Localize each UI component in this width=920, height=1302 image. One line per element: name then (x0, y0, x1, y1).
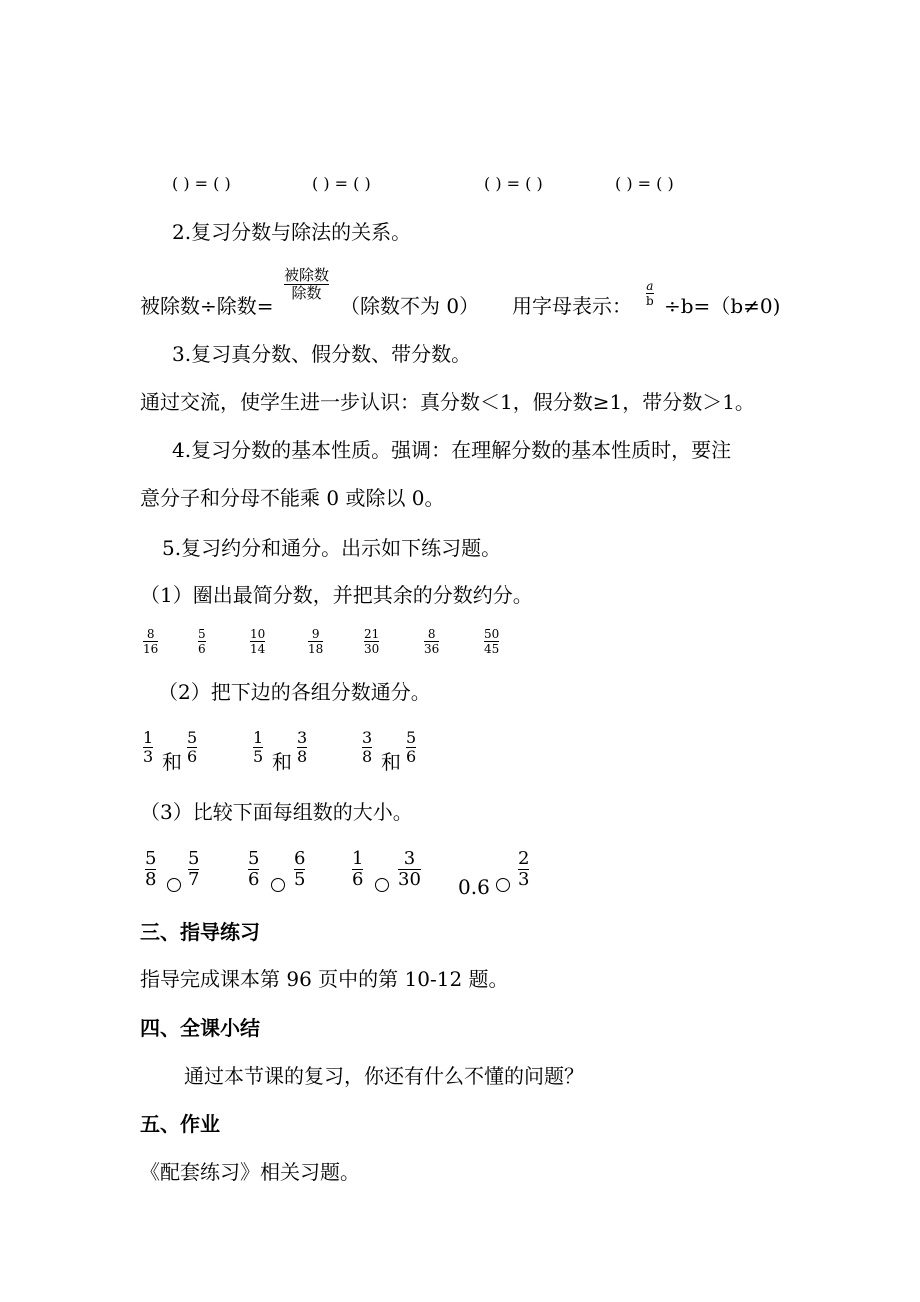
denominator: 6 (248, 869, 260, 890)
blank-equation-2: ( ) = ( ) (312, 174, 371, 193)
item-2-heading: 2.复习分数与除法的关系。 (172, 220, 412, 244)
formula-letter-label: 用字母表示： (512, 294, 632, 318)
exercise-1-fraction (484, 628, 499, 655)
letter-a: a (646, 279, 654, 293)
section-3-heading: 三、指导练习 (140, 920, 260, 944)
exercise-1-fraction (308, 628, 323, 655)
section-4-heading: 四、全课小结 (140, 1016, 260, 1040)
exercise-1-fraction (198, 628, 206, 655)
numerator: 21 (364, 627, 380, 641)
comparison-circle (271, 878, 285, 892)
blank-equation-1: ( ) = ( ) (172, 174, 231, 193)
denominator: 30 (364, 642, 380, 656)
denominator: 14 (250, 642, 266, 656)
numerator: 1 (352, 848, 364, 869)
exercise-2-fraction (406, 730, 416, 765)
exercise-2-fraction (297, 730, 307, 765)
numerator: 8 (146, 627, 155, 641)
denominator: 8 (145, 869, 157, 890)
numerator: 3 (297, 728, 308, 747)
and-word: 和 (162, 750, 182, 774)
exercise-2-fraction (253, 730, 263, 765)
denominator: 16 (143, 642, 159, 656)
exercise-1-fraction (143, 628, 158, 655)
exercise-2-fraction (362, 730, 372, 765)
numerator: 2 (518, 848, 530, 869)
section-5-text: 《配套练习》相关习题。 (140, 1160, 360, 1184)
exercise-3-fraction (188, 850, 199, 889)
comparison-circle (167, 878, 181, 892)
formula-fraction (284, 268, 329, 301)
numerator: 5 (198, 627, 206, 641)
item-3-heading: 3.复习真分数、假分数、带分数。 (172, 342, 472, 366)
item-4-line-2: 意分子和分母不能乘 0 或除以 0。 (140, 486, 445, 510)
exercise-1-title: （1）圈出最简分数，并把其余的分数约分。 (140, 583, 533, 607)
letter-b: b (646, 294, 654, 308)
denominator: 18 (308, 642, 324, 656)
and-word: 和 (272, 750, 292, 774)
numerator: 3 (362, 728, 373, 747)
comparison-circle (496, 878, 510, 892)
exercise-3-fraction (294, 850, 305, 889)
denominator: 6 (352, 869, 364, 890)
exercise-3-fraction (248, 850, 259, 889)
denominator: 5 (294, 869, 306, 890)
denominator: 6 (406, 747, 417, 766)
denominator: 7 (188, 869, 200, 890)
exercise-3-fraction (398, 850, 421, 889)
formula-rest: ÷b=（b≠0) (664, 294, 781, 318)
exercise-1-fraction (250, 628, 265, 655)
exercise-1-fraction (424, 628, 439, 655)
denominator: 5 (253, 747, 264, 766)
denominator: 6 (187, 747, 198, 766)
exercise-2-fraction (187, 730, 197, 765)
blank-equation-4: ( ) = ( ) (615, 174, 674, 193)
denominator: 30 (398, 869, 421, 890)
denominator: 36 (424, 642, 440, 656)
numerator: 5 (188, 848, 200, 869)
numerator: 5 (406, 728, 417, 747)
formula-letter-fraction (646, 280, 654, 307)
exercise-1-fraction (364, 628, 379, 655)
numerator: 5 (248, 848, 260, 869)
item-3-text: 通过交流，使学生进一步认识：真分数＜1，假分数≥1，带分数＞1。 (140, 390, 755, 414)
blank-equation-3: ( ) = ( ) (484, 174, 543, 193)
exercise-3-decimal: 0.6 (458, 875, 490, 899)
formula-lhs: 被除数÷除数= (140, 294, 274, 318)
exercise-3-fraction (352, 850, 363, 889)
formula-denominator: 除数 (291, 284, 322, 302)
numerator: 5 (145, 848, 157, 869)
numerator: 1 (143, 728, 154, 747)
numerator: 9 (311, 627, 320, 641)
denominator: 45 (484, 642, 500, 656)
denominator: 8 (362, 747, 373, 766)
formula-condition: （除数不为 0） (340, 294, 480, 318)
formula-numerator: 被除数 (284, 266, 330, 284)
exercise-2-title: （2）把下边的各组分数通分。 (158, 680, 431, 704)
item-4-line-1: 4.复习分数的基本性质。强调：在理解分数的基本性质时，要注 (172, 438, 732, 462)
exercise-3-title: （3）比较下面每组数的大小。 (140, 800, 413, 824)
numerator: 50 (484, 627, 500, 641)
and-word: 和 (381, 750, 401, 774)
denominator: 3 (143, 747, 154, 766)
exercise-2-fraction (143, 730, 153, 765)
denominator: 3 (518, 869, 530, 890)
section-4-text: 通过本节课的复习，你还有什么不懂的问题？ (184, 1064, 584, 1088)
numerator: 6 (294, 848, 306, 869)
comparison-circle (375, 878, 389, 892)
numerator: 3 (403, 848, 416, 869)
section-5-heading: 五、作业 (140, 1112, 220, 1136)
numerator: 10 (250, 627, 266, 641)
denominator: 6 (198, 642, 206, 656)
denominator: 8 (297, 747, 308, 766)
item-5-heading: 5.复习约分和通分。出示如下练习题。 (162, 536, 502, 560)
numerator: 5 (187, 728, 198, 747)
exercise-3-fraction (145, 850, 156, 889)
numerator: 8 (427, 627, 436, 641)
exercise-3-fraction (518, 850, 529, 889)
numerator: 1 (253, 728, 264, 747)
section-3-text: 指导完成课本第 96 页中的第 10-12 题。 (140, 967, 509, 991)
